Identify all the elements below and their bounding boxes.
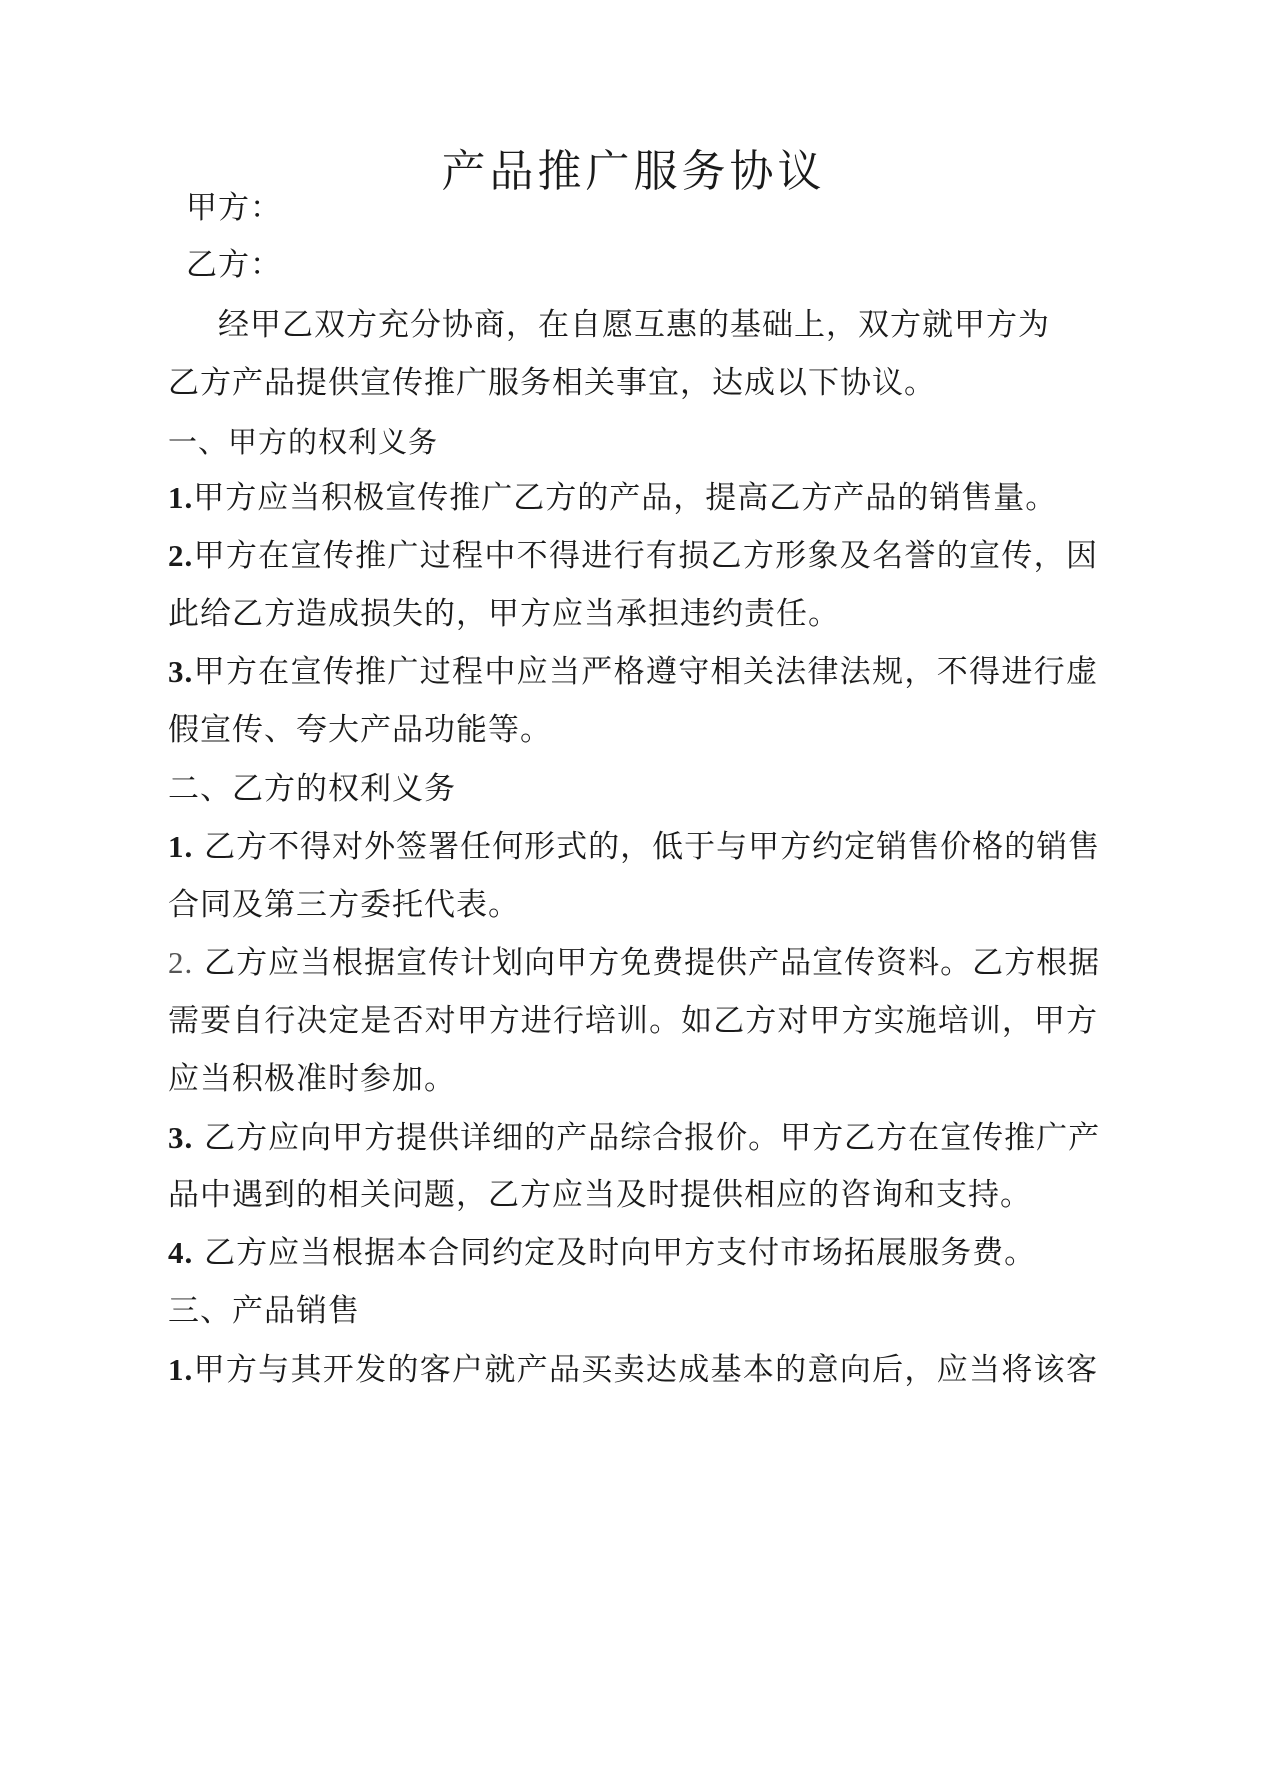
section-2-item-1-line-1 <box>168 825 1101 869</box>
intro-line-2: 乙方产品提供宣传推广服务相关事宜，达成以下协议。 <box>168 365 936 401</box>
document-title: 产品推广服务协议 <box>441 146 826 197</box>
section-2-item-2-line-2: 需要自行决定是否对甲方进行培训。如乙方对甲方实施培训，甲方 <box>168 1003 1098 1039</box>
section-1-heading: 一、甲方的权利义务 <box>168 425 439 459</box>
item-number: 2. <box>168 538 194 573</box>
item-number: 4. <box>168 1235 194 1270</box>
section-1-item-1 <box>168 476 1098 520</box>
section-2-heading: 二、乙方的权利义务 <box>168 771 456 807</box>
item-text: 甲方在宣传推广过程中不得进行有损乙方形象及名誉的宣传，因 <box>193 538 1098 574</box>
section-2-item-3-line-2: 品中遇到的相关问题，乙方应当及时提供相应的咨询和支持。 <box>168 1177 1032 1213</box>
section-1-item-2-line-1 <box>168 534 1098 578</box>
section-1-item-3-line-1 <box>168 650 1098 694</box>
section-1-item-3-line-2: 假宣传、夸大产品功能等。 <box>168 712 552 748</box>
item-text: 乙方不得对外签署任何形式的，低于与甲方约定销售价格的销售 <box>193 829 1101 865</box>
party-b-label: 乙方： <box>186 247 282 283</box>
item-number: 2. <box>168 945 194 980</box>
section-1-item-2-line-2: 此给乙方造成损失的，甲方应当承担违约责任。 <box>168 596 840 632</box>
item-number: 1. <box>168 1352 194 1387</box>
section-2-item-2-line-3: 应当积极准时参加。 <box>168 1061 456 1097</box>
item-text: 甲方在宣传推广过程中应当严格遵守相关法律法规，不得进行虚 <box>193 654 1098 690</box>
party-a-label: 甲方： <box>186 190 282 226</box>
item-text: 乙方应当根据本合同约定及时向甲方支付市场拓展服务费。 <box>193 1235 1037 1271</box>
item-text: 甲方应当积极宣传推广乙方的产品，提高乙方产品的销售量。 <box>193 480 1058 516</box>
section-2-item-4 <box>168 1231 1098 1275</box>
item-number: 1. <box>168 480 194 515</box>
item-text: 甲方与其开发的客户就产品买卖达成基本的意向后，应当将该客 <box>193 1352 1098 1388</box>
item-number: 3. <box>168 1120 194 1155</box>
item-text: 乙方应当根据宣传计划向甲方免费提供产品宣传资料。乙方根据 <box>193 945 1101 981</box>
item-number: 1. <box>168 829 194 864</box>
item-number: 3. <box>168 654 194 689</box>
section-2-item-3-line-1 <box>168 1116 1101 1160</box>
section-3-heading: 三、产品销售 <box>168 1293 360 1329</box>
section-2-item-1-line-2: 合同及第三方委托代表。 <box>168 887 520 923</box>
section-2-item-2-line-1 <box>168 941 1101 985</box>
intro-line-1: 经甲乙双方充分协商，在自愿互惠的基础上，双方就甲方为 <box>218 307 1050 343</box>
section-3-item-1-line-1 <box>168 1348 1098 1392</box>
item-text: 乙方应向甲方提供详细的产品综合报价。甲方乙方在宣传推广产 <box>193 1120 1101 1156</box>
